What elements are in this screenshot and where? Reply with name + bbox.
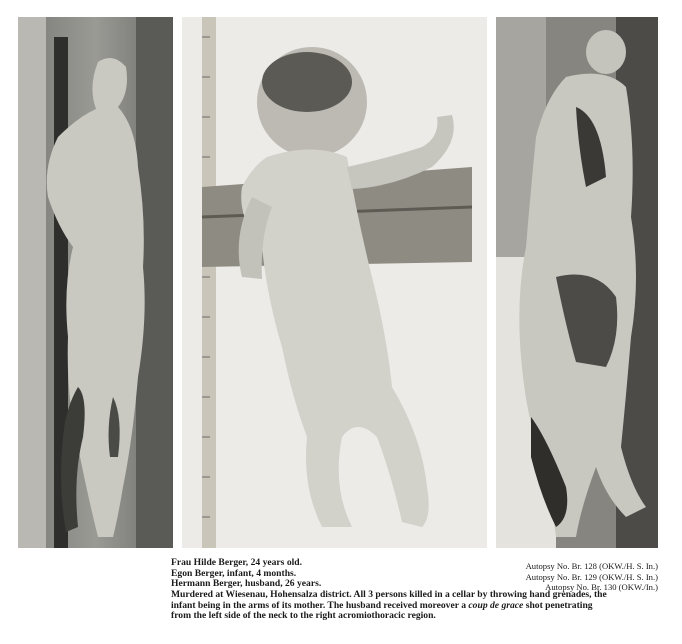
description-line-3: from the left side of the neck to the right acromiothoracic region.	[171, 610, 436, 622]
description-line-2-italic: coup de grace	[468, 599, 524, 611]
autopsy-number-3: Autopsy No. Br. 130 (OKW./In.)	[545, 582, 658, 592]
caption-autopsy-numbers	[470, 561, 658, 593]
autopsy-number-1: Autopsy No. Br. 128 (OKW./H. S. In.)	[525, 561, 658, 571]
caption-name-1: Frau Hilde Berger, 24 years old.	[171, 557, 303, 568]
photo-middle-infant	[182, 17, 487, 548]
description-line-2-text: infant being in the arms of its mother. The husband received moreover a	[171, 599, 469, 611]
photo-left-body	[18, 17, 173, 548]
photo-middle-graphic	[182, 17, 487, 548]
caption-name-2: Egon Berger, infant, 4 months.	[171, 567, 297, 579]
photo-right-body	[496, 17, 658, 548]
caption-description	[171, 590, 661, 622]
photo-left-graphic	[18, 17, 173, 548]
description-line-1: Murdered at Wiesenau, Hohensalza district. All 3 persons killed in a cellar by throwing hand grenades, the	[171, 589, 607, 600]
autopsy-number-2: Autopsy No. Br. 129 (OKW./H. S. In.)	[525, 571, 658, 582]
caption-name-3: Hermann Berger, husband, 26 years.	[171, 578, 322, 590]
description-line-2-end: shot penetrating	[523, 599, 593, 611]
caption-names	[171, 558, 491, 590]
photo-right-graphic	[496, 17, 658, 548]
